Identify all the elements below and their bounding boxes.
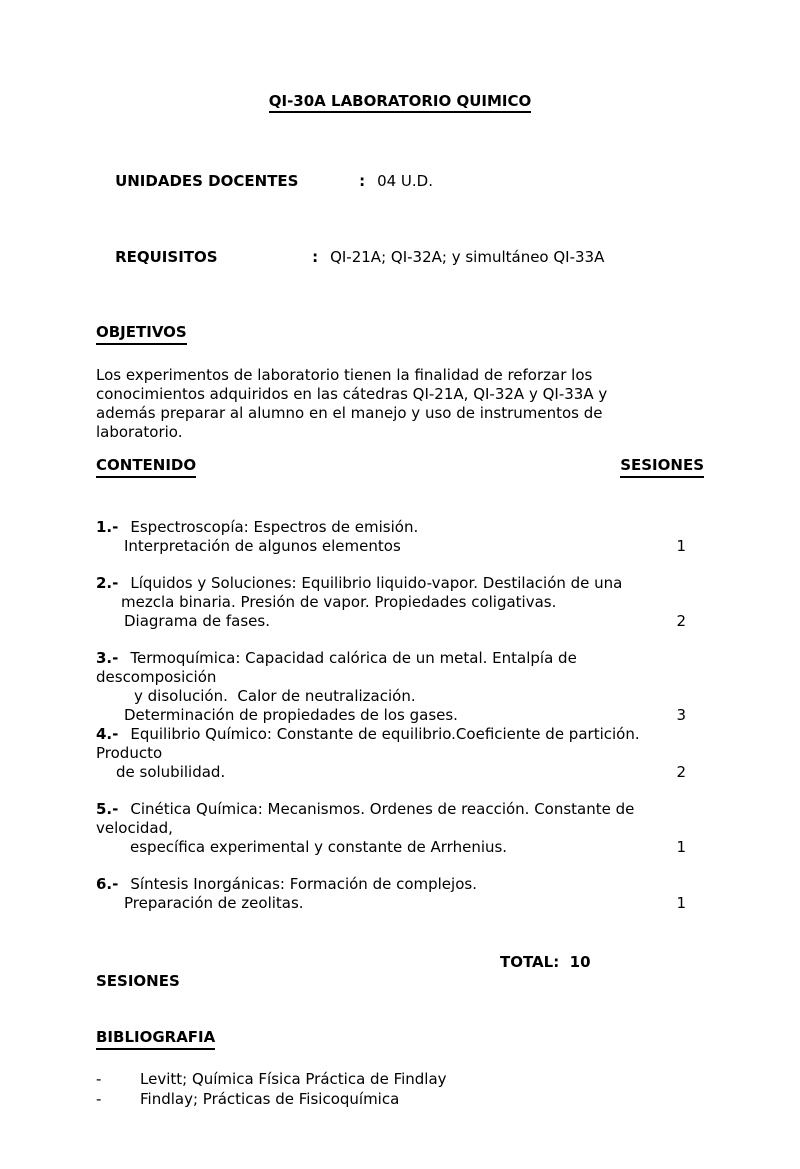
entry-text: Levitt; Química Física Práctica de Findlay (140, 1070, 447, 1088)
bibliografia-heading-row (96, 1028, 704, 1050)
item-text: Espectroscopía: Espectros de emisión. (130, 518, 419, 536)
sessions-count: 1 (676, 894, 686, 912)
sessions-count: 2 (676, 612, 686, 630)
item-number: 5.- (96, 800, 119, 818)
paragraph-line: laboratorio. (96, 423, 183, 441)
field-label: REQUISITOS (115, 248, 218, 266)
content-item (96, 518, 704, 556)
content-item (96, 725, 704, 782)
item-line (96, 537, 704, 556)
paragraph-line: además preparar al alumno en el manejo y uso de instrumentos de (96, 404, 603, 422)
item-text: Cinética Química: Mecanismos. Ordenes de reacción. Constante de (130, 800, 635, 818)
content-item (96, 875, 704, 913)
item-line (96, 894, 704, 913)
entry-bullet: - (96, 1090, 102, 1108)
content-item (96, 800, 704, 857)
paragraph-line: Los experimentos de laboratorio tienen la finalidad de reforzar los (96, 366, 593, 384)
field-requisitos (96, 229, 704, 286)
page-title: QI-30A LABORATORIO QUIMICO (269, 92, 531, 113)
content-item (96, 649, 704, 725)
entry-text: Findlay; Prácticas de Fisicoquímica (140, 1090, 400, 1108)
total-block (96, 953, 704, 991)
item-line (96, 744, 704, 763)
content-items (96, 518, 704, 913)
item-number: 2.- (96, 574, 119, 592)
item-text: Determinación de propiedades de los gases. (124, 706, 458, 724)
item-text: y disolución. Calor de neutralización. (134, 687, 416, 705)
item-line (96, 875, 704, 894)
item-number: 6.- (96, 875, 119, 893)
bibliography-entry (96, 1069, 704, 1089)
bibliography-list (96, 1069, 704, 1109)
item-line (96, 574, 704, 593)
item-text: Termoquímica: Capacidad calórica de un metal. Entalpía de (130, 649, 577, 667)
field-unidades-docentes (96, 153, 704, 210)
item-line (96, 593, 704, 612)
item-line (96, 687, 704, 706)
item-text: Producto (96, 744, 163, 762)
item-text: mezcla binaria. Presión de vapor. Propiedades coligativas. (121, 593, 557, 611)
contenido-header-row (96, 456, 704, 478)
bibliografia-heading: BIBLIOGRAFIA (96, 1028, 215, 1050)
sessions-count: 3 (676, 706, 686, 724)
objetivos-heading: OBJETIVOS (96, 323, 187, 345)
item-line (96, 819, 704, 838)
sessions-count: 1 (676, 537, 686, 555)
item-text: descomposición (96, 668, 217, 686)
sessions-count: 2 (676, 763, 686, 781)
total-line: TOTAL: 10 (500, 953, 591, 971)
item-line (96, 612, 704, 631)
paragraph-line: conocimientos adquiridos en las cátedras QI-21A, QI-32A y QI-33A y (96, 385, 608, 403)
item-line (96, 838, 704, 857)
item-number: 4.- (96, 725, 119, 743)
sessions-count: 1 (676, 838, 686, 856)
item-line (96, 518, 704, 537)
title-row (96, 92, 704, 113)
field-label: UNIDADES DOCENTES (115, 172, 299, 190)
objetivos-heading-row (96, 323, 704, 345)
item-line (96, 668, 704, 687)
entry-bullet: - (96, 1070, 102, 1088)
item-text: Preparación de zeolitas. (124, 894, 304, 912)
item-text: Interpretación de algunos elementos (124, 537, 401, 555)
item-line (96, 706, 704, 725)
item-line (96, 725, 704, 744)
item-number: 3.- (96, 649, 119, 667)
bibliography-entry (96, 1089, 704, 1109)
contenido-heading: CONTENIDO (96, 456, 196, 478)
item-line (96, 649, 704, 668)
item-number: 1.- (96, 518, 119, 536)
objetivos-paragraph (96, 366, 704, 442)
item-line (96, 763, 704, 782)
item-text: Equilibrio Químico: Constante de equilibrio.Coeficiente de partición. (130, 725, 640, 743)
total-sessions-word: SESIONES (96, 972, 180, 990)
item-text: Síntesis Inorgánicas: Formación de complejos. (130, 875, 477, 893)
field-value: 04 U.D. (377, 172, 433, 190)
sesiones-heading: SESIONES (620, 456, 704, 478)
item-text: específica experimental y constante de Arrhenius. (130, 838, 508, 856)
content-item (96, 574, 704, 631)
item-text: Diagrama de fases. (124, 612, 270, 630)
item-text: de solubilidad. (116, 763, 226, 781)
item-text: velocidad, (96, 819, 173, 837)
item-line (96, 800, 704, 819)
field-separator: : (359, 172, 366, 190)
field-separator: : (312, 248, 319, 266)
field-value: QI-21A; QI-32A; y simultáneo QI-33A (330, 248, 605, 266)
item-text: Líquidos y Soluciones: Equilibrio liquido-vapor. Destilación de una (130, 574, 623, 592)
